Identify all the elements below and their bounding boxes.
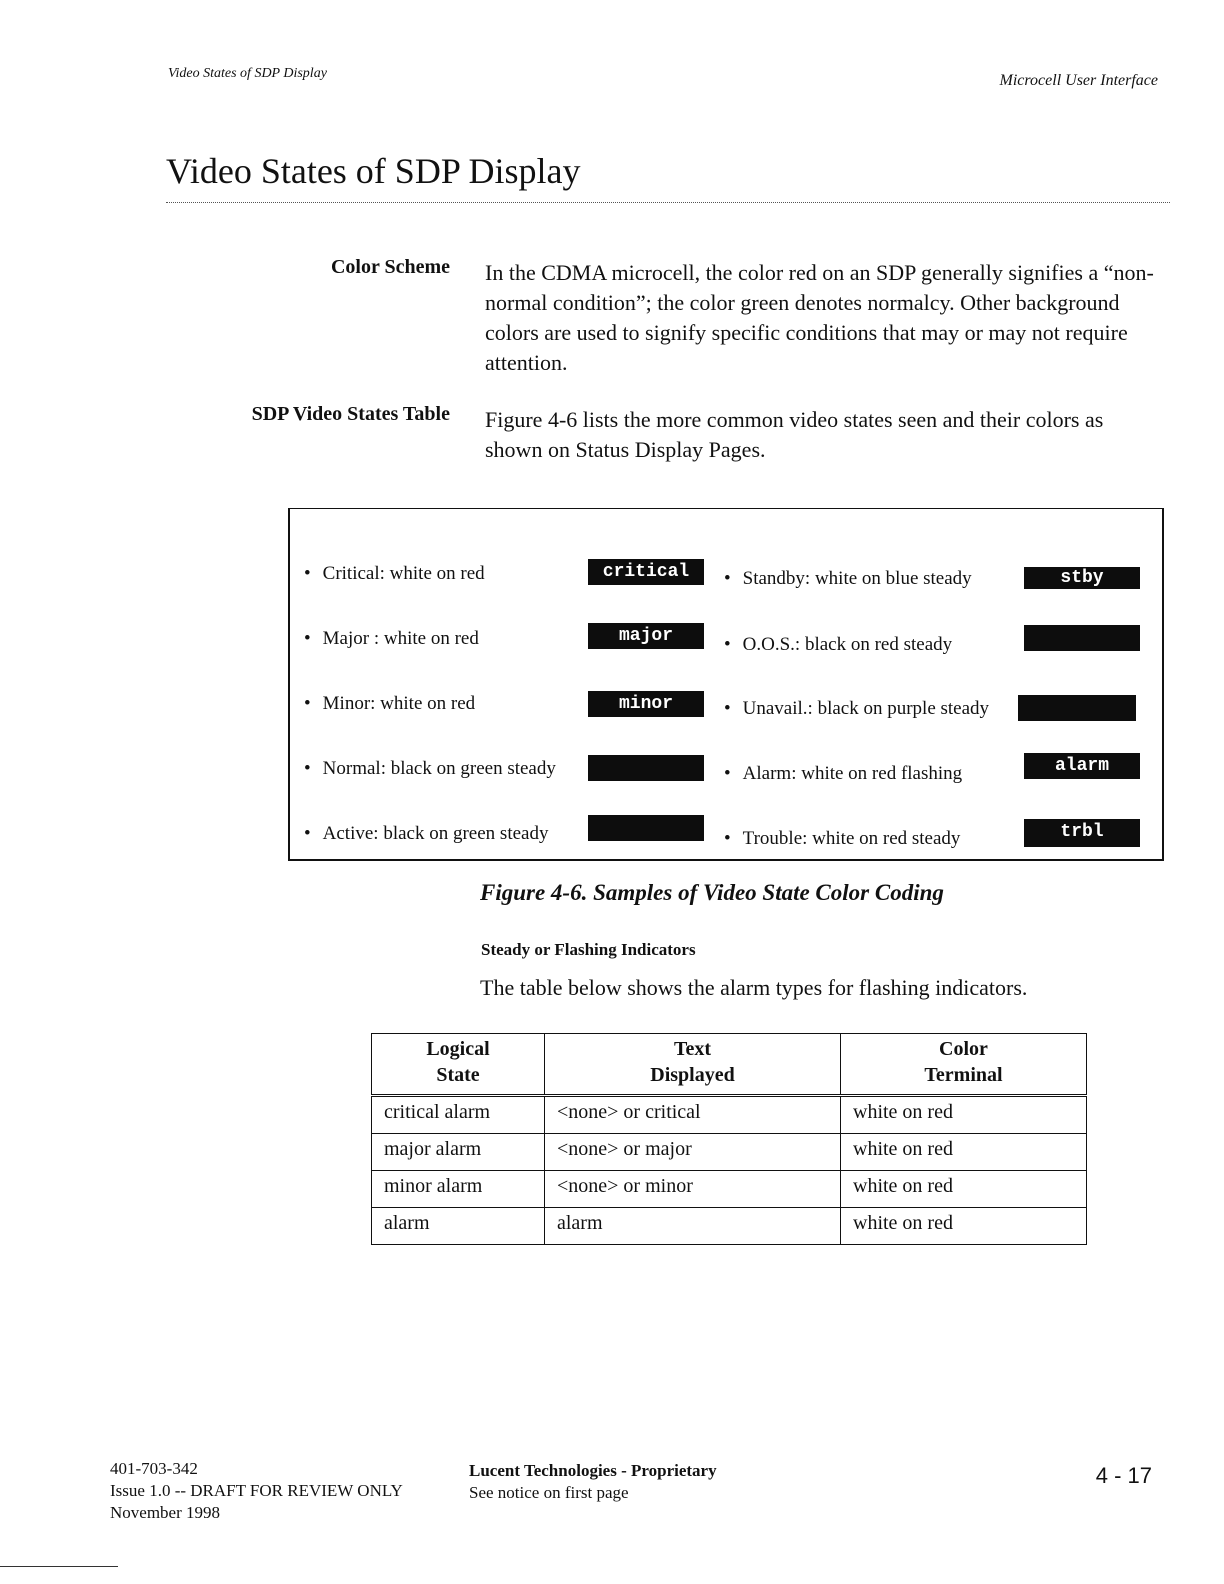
footer-doc-info (110, 1458, 403, 1524)
sample-item-major: • Major : white on red (304, 628, 479, 649)
sample-label: O.O.S.: black on red steady (742, 634, 953, 655)
section-text-color-scheme: In the CDMA microcell, the color red on an SDP generally signifies a “non-normal condition”; the color green denotes normalcy. Other background colors are used to signify specific conditions that may or may not require attention. (485, 260, 1154, 375)
sample-label: Trouble: white on red steady (742, 828, 961, 849)
swatch-major: major (588, 623, 704, 649)
footer-proprietary (469, 1460, 717, 1504)
table-cell: white on red (841, 1096, 1087, 1134)
running-header-right: Microcell User Interface (999, 72, 1158, 89)
swatch-minor: minor (588, 691, 704, 717)
table-cell: critical alarm (372, 1096, 545, 1134)
sample-item-standby: • Standby: white on blue steady (724, 568, 972, 589)
table-cell: white on red (841, 1208, 1087, 1245)
section-text-video-states-table: Figure 4-6 lists the more common video states seen and their colors as shown on Status Display Pages. (485, 407, 1104, 462)
section-heading-color-scheme: Color Scheme (330, 256, 450, 278)
sample-label: Standby: white on blue steady (742, 568, 972, 589)
swatch-unavail (1018, 695, 1136, 721)
video-state-figure (288, 508, 1164, 861)
sample-label: Critical: white on red (322, 563, 485, 584)
page-title: Video States of SDP Display (166, 151, 581, 191)
subheading-indicators: Steady or Flashing Indicators (481, 940, 696, 959)
table-intro-text: The table below shows the alarm types for flashing indicators. (480, 975, 1028, 1000)
sample-label: Alarm: white on red flashing (742, 763, 963, 784)
swatch-oos (1024, 625, 1140, 651)
table-row (372, 1096, 1087, 1134)
swatch-critical: critical (588, 559, 704, 585)
swatch-trouble: trbl (1024, 819, 1140, 847)
sample-item-unavail: • Unavail.: black on purple steady (724, 698, 990, 719)
swatch-active (588, 815, 704, 841)
column-header-text-displayed (545, 1034, 841, 1096)
table-cell: white on red (841, 1171, 1087, 1208)
header-line: Logical (426, 1038, 490, 1060)
sample-item-trouble: • Trouble: white on red steady (724, 828, 961, 849)
header-line: Displayed (650, 1064, 735, 1086)
table-cell: alarm (372, 1208, 545, 1245)
running-header-left: Video States of SDP Display (168, 66, 327, 81)
header-line: State (436, 1064, 480, 1086)
sample-label: Unavail.: black on purple steady (742, 698, 990, 719)
table-cell: <none> or major (545, 1134, 841, 1171)
sample-label: Normal: black on green steady (322, 758, 556, 779)
table-cell: major alarm (372, 1134, 545, 1171)
swatch-alarm: alarm (1024, 753, 1140, 779)
table-row (372, 1171, 1087, 1208)
alarm-types-table (371, 1033, 1087, 1245)
table-cell: minor alarm (372, 1171, 545, 1208)
figure-caption: Figure 4-6. Samples of Video State Color Coding (480, 880, 944, 905)
column-header-logical-state (372, 1034, 545, 1096)
issue-line: Issue 1.0 -- DRAFT FOR REVIEW ONLY (110, 1481, 403, 1500)
table-cell: <none> or critical (545, 1096, 841, 1134)
sample-item-minor: • Minor: white on red (304, 693, 476, 714)
swatch-standby: stby (1024, 567, 1140, 589)
sample-label: Active: black on green steady (322, 823, 549, 844)
table-row (372, 1134, 1087, 1171)
section-heading-video-states-table: SDP Video States Table (251, 403, 450, 425)
sample-item-normal: • Normal: black on green steady (304, 758, 556, 779)
header-line: Text (673, 1038, 712, 1060)
table-row (372, 1208, 1087, 1245)
sample-item-critical: • Critical: white on red (304, 563, 485, 584)
sample-item-oos: • O.O.S.: black on red steady (724, 634, 953, 655)
sample-item-alarm: • Alarm: white on red flashing (724, 763, 963, 784)
header-line: Terminal (924, 1064, 1003, 1086)
corner-divider (0, 1566, 118, 1567)
table-cell: white on red (841, 1134, 1087, 1171)
title-divider (166, 202, 1170, 203)
header-line: Color (939, 1038, 988, 1060)
page-number: 4 - 17 (1095, 1463, 1152, 1488)
table-cell: alarm (545, 1208, 841, 1245)
table-header-row (372, 1034, 1087, 1096)
swatch-normal (588, 755, 704, 781)
company-proprietary: Lucent Technologies - Proprietary (469, 1461, 717, 1480)
doc-number: 401-703-342 (110, 1459, 198, 1478)
table-cell: <none> or minor (545, 1171, 841, 1208)
issue-date: November 1998 (110, 1503, 221, 1522)
proprietary-notice: See notice on first page (469, 1483, 629, 1502)
sample-label: Major : white on red (322, 628, 479, 649)
column-header-color-terminal (841, 1034, 1087, 1096)
sample-item-active: • Active: black on green steady (304, 823, 549, 844)
sample-label: Minor: white on red (322, 693, 476, 714)
